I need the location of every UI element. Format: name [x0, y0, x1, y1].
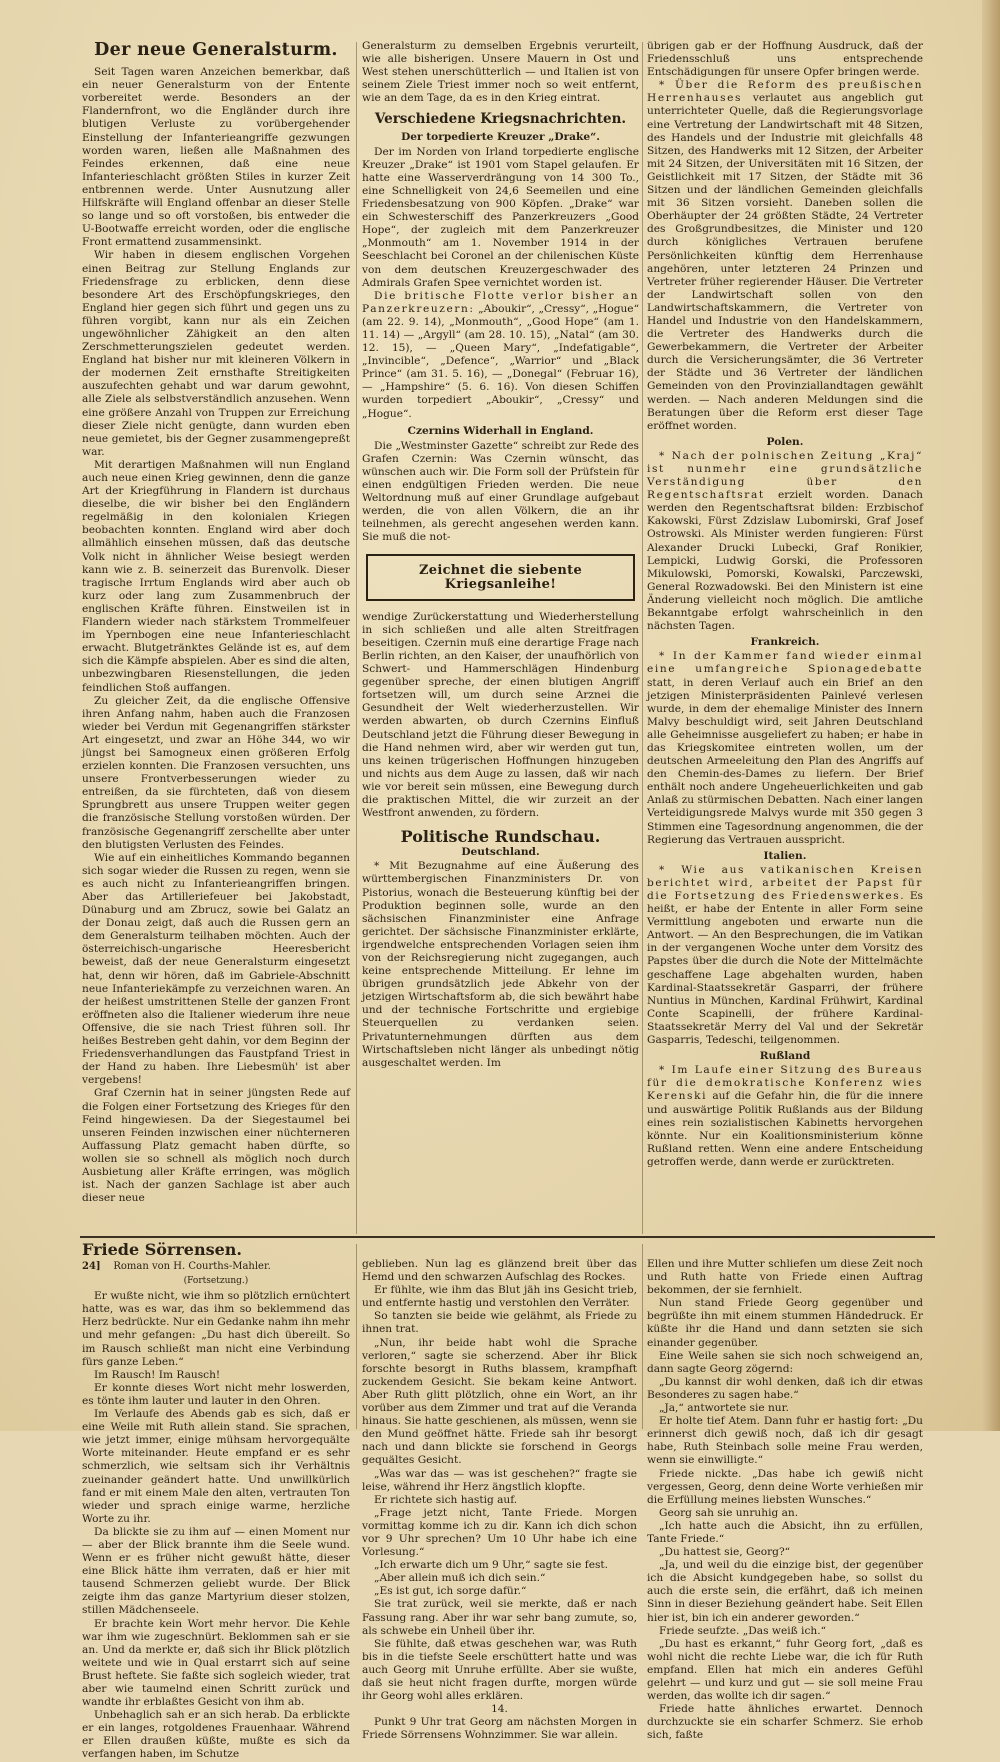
paragraph: „Ja, und weil du die einzige bist, der gegenüber ich die Absicht kundgegeben habe, so sollst du auch die erste sein, die erfährt, daß ich meinen Sinn in dieser Beziehung geändert habe. Seit Ellen hier ist, bin ich ein anderer geworden.“: [647, 1559, 923, 1624]
paragraph: * Wie aus vatikanischen Kreisen berichtet wird, arbeitet der Papst für die Fortsetzung des Friedenswerkes. Es heißt, er habe der Entente in aller Form seine Vermittlung angeboten und erwarte nun die Antwort. — An den Besprechungen, die im Vatikan in der vergangenen Woche unter dem Vorsitz des Papstes über die durch die Note der Mittelmächte geschaffene Lage abgehalten wurden, haben Kardinal-Staatssekretär Gasparri, der frühere Nuntius in München, Kardinal Frühwirt, Kardinal Conte Scapinelli, der frühere Kardinal-Staatssekretär Merry del Val und der Sekretär Gasparris, Tedeschi, teilgenommen.: [647, 863, 923, 1047]
paragraph: Friede nickte. „Das habe ich gewiß nicht vergessen, Georg, denn deine Worte verhießen mir die Erfüllung meines liebsten Wunsches.“: [647, 1467, 923, 1506]
country-heading-deutschland: Deutschland.: [461, 846, 540, 859]
paragraph: Wir haben in diesem englischen Vorgehen einen Beitrag zur Stellung Englands zur Friedensfrage zu erblicken, denn diese besondere Art des Erschöpfungskrieges, den England hier gegen sich führt und gegen uns zu führen vorgibt, kann nur als ein Zeichen ungewöhnlicher Zähigkeit an den alten Zerschmetterungszielen gedeutet werden. England hat bisher nur mit kleineren Völkern in der modernen Zeit ernsthafte Streitigkeiten auszufechten gehabt und war darum gewohnt, alle Ziele als selbstverständlich anzusehen. Wenn eine größere Anzahl von Truppen zur Erreichung dieser Ziele nicht genügte, dann wurden eben neue gemietet, bis der Gegner zusammengepreßt war.: [82, 249, 350, 458]
paragraph: Wie auf ein einheitliches Kommando begannen sich sogar wieder die Russen zu regen, wenn sie es auch nicht zu Infanterieangriffen bringen. Aber das Artilleriefeuer bei Jakobstadt, Dünaburg und am Zbrucz, sowie bei Galatz an der Donau zeigt, daß auch die Russen gern an dem Generalsturm teilhaben möchten. Auch der österreichisch-ungarische Heeresbericht beweist, daß der neue Generalsturm eingesetzt hat, denn wir hören, daß im Gabriele-Abschnitt neue Infanteriekämpfe zu verzeichnen waren. An der heißest umstrittenen Stelle der ganzen Front eröffneten also die Italiener wiederum ihre neue Offensive, die sie nach Triest führen soll. Ihr heißes Bestreben geht dahin, vor dem Beginn der Friedensverhandlungen das Faustpfand Triest in der Hand zu haben. Ihre Liebesmüh' ist aber vergebens!: [82, 851, 350, 1087]
feuilleton-byline: 24] Roman von H. Courths-Mahler.: [82, 1261, 271, 1272]
paragraph: Zu gleicher Zeit, da die englische Offensive ihren Anfang nahm, haben auch die Franzosen wieder bei Verdun mit Gegenangriffen stärkster Art eingesetzt, und zwar an Höhe 344, wo wir jüngst bei Samogneux einen größeren Erfolg erzielen konnten. Die Franzosen versuchten, uns unsere Frontverbesserungen wieder zu entreißen, da sie fürchteten, daß von diesem Sprungbrett aus unsere Truppen weiter gegen die französische Stellung vorstoßen würden. Der französische Gegenangriff zerschellte aber unter den blutigsten Verlusten des Feindes.: [82, 694, 350, 851]
page-edge: [982, 0, 1000, 1431]
paragraph: Generalsturm zu demselben Ergebnis verurteilt, wie alle bisherigen. Unsere Mauern in Ost und West stehen unerschütterlich — und Italien ist von seinem Ziele Triest immer noch so weit entfernt, wie an dem Tage, da es in den Krieg eintrat.: [362, 40, 639, 105]
column-rule: [642, 42, 643, 1234]
column-rule: [356, 1244, 357, 1429]
feuilleton-title: Friede Sörrensen.: [82, 1240, 242, 1259]
column-rule: [642, 1244, 643, 1429]
paragraph: Er konnte dieses Wort nicht mehr loswerden, es tönte ihm lauter und lauter in den Ohren.: [82, 1381, 350, 1407]
paragraph: Friede seufzte. „Das weiß ich.“: [659, 1624, 826, 1637]
paragraph: * Über die Reform des preußischen Herrenhauses verlautet aus angeblich gut unterrichteter Quelle, daß die Regierungsvorlage eine Vertretung der Landwirtschaft mit 48 Sitzen, des Handels und der Industrie mit gleichfalls 48 Sitzen, des Handwerks mit 12 Sitzen, der Arbeiter mit 24 Sitzen, der Universitäten mit 16 Sitzen, der Geistlichkeit mit 17 Sitzen, der Städte mit 36 Sitzen und der ländlichen Gemeinden gleichfalls mit 36 Sitzen vorsieht. Daneben sollen die Oberhäupter der 24 größten Städte, 24 Vertreter des Großgrundbesitzes, die Minister und 120 durch königliches Vertrauen berufene Persönlichkeiten künftig dem Herrenhause angehören, unter letzteren 24 Prinzen und Vertreter früher regierender Häuser. Die Vertreter der Landwirtschaft sollen von den Landwirtschaftskammern, die Vertreter von Handel und Industrie von den Handelskammern, die Vertreter des Handwerks durch die Gewerbekammern, die Vertreter der Arbeiter durch die Versicherungsämter, die 36 Vertreter der Städte und 36 Vertreter der ländlichen Gemeinden von den Provinziallandtagen gewählt werden. — Nach anderen Meldungen sind die Beratungen über die Reform erst dieser Tage eröffnet worden.: [647, 79, 923, 432]
paragraph: „Ich hatte auch die Absicht, ihn zu erfüllen, Tante Friede.“: [647, 1519, 923, 1545]
paragraph: übrigen gab er der Hoffnung Ausdruck, daß der Friedensschluß uns entsprechende Entschädigungen für unsere Opfer bringen werde.: [647, 40, 923, 79]
paragraph: Er holte tief Atem. Dann fuhr er hastig fort: „Du erinnerst dich gewiß noch, daß ich dir gesagt habe, Ruth Steinbach solle meine Frau werden, wenn sie einwilligte.“: [647, 1415, 923, 1467]
paragraph: Da blickte sie zu ihm auf — einen Moment nur — aber der Blick brannte ihm die Seele wund. Wenn er es früher nicht gewußt hätte, dieser eine Blick hätte ihm verraten, daß er hier mit tausend Schmerzen geliebt wurde. Der Blick zeigte ihm das ganze Martyrium dieser stolzen, stillen Mädchenseele.: [82, 1525, 350, 1617]
section-heading-kriegsnachrichten: Verschiedene Kriegsnachrichten.: [374, 111, 627, 128]
paragraph: Im Verlaufe des Abends gab es sich, daß er eine Weile mit Ruth allein stand. Sie sprachen, wie jetzt immer, einige mühsam hervorgequälte Worte miteinander. Heute empfand er es sehr schmerzlich, wie seltsam sich ihr Verhältnis zueinander geändert hatte. Und unwillkürlich fand er mit einem Male den alten, vertrauten Ton wieder und sprach einige warme, herzliche Worte zu ihr.: [82, 1408, 350, 1525]
paragraph: Der im Norden von Irland torpedierte englische Kreuzer „Drake“ ist 1901 vom Stapel gelaufen. Er hatte eine Wasserverdrängung von 14 300 To., eine Schnelligkeit von 24,6 Seemeilen und eine Friedensbesatzung von 900 Köpfen. „Drake“ war ein Schwesterschiff des Panzerkreuzers „Good Hope“, der zugleich mit dem Panzerkreuzer „Monmouth“ am 1. November 1914 in der Seeschlacht bei Coronel an der chilenischen Küste von dem deutschen Kreuzergeschwader des Admirals Grafen Spee vernichtet worden ist.: [362, 145, 639, 289]
country-heading-italien: Italien.: [763, 849, 807, 862]
paragraph: wendige Zurückerstattung und Wiederherstellung in sich schließen und alle alten Streitfragen beseitigen. Czernin muß eine derartige Frage nach Berlin richten, an den Kaiser, der unaufhörlich von Schwert- und Hammerschlägen Hindenburg gegenüber spreche, der einen blutigen Angriff fortsetzen will, um durch seine Arznei die Gesundheit der Welt wiederherzustellen. Wir werden abwarten, ob durch Czernins Einfluß Deutschland jetzt die Führung dieser Bewegung in die Hand nehmen wird, aber wir werden gut tun, uns keinen trügerischen Hoffnungen hinzugeben und nichts aus dem Auge zu lassen, daß wir nach wie vor bereit sein müssen, eine Bewegung durch die praktischen Mittel, die wir zurzeit an der Westfront anwenden, zu fördern.: [362, 610, 639, 820]
column-rule: [356, 42, 357, 1234]
paragraph: Seit Tagen waren Anzeichen bemerkbar, daß ein neuer Generalsturm von der Entente vorbereitet werde. Besonders an der Flandernfront, wo die Engländer durch ihre blutigen Verluste zu vorübergehender Einstellung der Infanterieangriffe gezwungen worden waren, ließen alle Maßnahmen des Feindes erkennen, daß eine neue Infanterieschlacht größten Stiles in kurzer Zeit entbrennen werde. Unter Ausnutzung aller Hilfskräfte will England offenbar an dieser Stelle so lange und so oft vorstoßen, bis entweder die U-Bootwaffe erreicht worden, oder die englische Front ermattend zusammensinkt.: [82, 66, 350, 249]
column-1: [82, 40, 350, 1235]
paragraph: * Mit Bezugnahme auf eine Äußerung des württembergischen Finanzministers Dr. von Pistorius, wonach die Besteuerung künftig bei der Produktion beginnen solle, wurde an den sächsischen Finanzminister eine Anfrage gerichtet. Der sächsische Finanzminister erklärte, irgendwelche entsprechenden Vorlagen seien ihm von der Reichsregierung nicht zugegangen, auch keine entsprechende Mitteilung. Er lehne im übrigen grundsätzlich jede Abkehr von der jetzigen Wirtschaftsform ab, die sich bewährt habe und der technische Fortschritte und ergiebige Steuerquellen zu verdanken seien. Privatunternehmungen dürften aus dem Wirtschaftsleben nicht länger als unbedingt nötig ausgeschaltet werden. Im: [362, 860, 639, 1069]
section-heading-rundschau: Politische Rundschau.: [400, 827, 601, 847]
feuilleton-rule: [80, 1236, 935, 1238]
column-3: [647, 40, 923, 1235]
paragraph: Er wußte nicht, wie ihm so plötzlich ernüchtert hatte, was es war, das ihm so beklemmend das Herz bedrückte. Nur ein Gedanke nahm ihn mehr und mehr gefangen: „Du hast dich übereilt. So im Rausch schließt man nicht eine Verbindung fürs ganze Leben.“: [82, 1290, 350, 1368]
feuilleton-column-1: [82, 1258, 350, 1761]
fortsetzung-label: (Fortsetzung.): [183, 1276, 249, 1287]
paragraph: Im Rausch! Im Rausch!: [94, 1368, 221, 1381]
paragraph: Sie fühlte, daß etwas geschehen war, was Ruth bis in die tiefste Seele erschüttert hatte und was auch Georg mit Unruhe erfüllte. Aber sie wußte, daß sie heut nicht fragen durfte, morgen würde ihr Georg wohl alles erklären.: [362, 1637, 637, 1703]
paragraph: „Ja,“ antwortete sie nur.: [659, 1402, 789, 1415]
chapter-number: 14.: [491, 1703, 508, 1716]
paragraph: „Du hast es erkannt,“ fuhr Georg fort, „daß es wohl nicht die rechte Liebe war, die ich für Ruth empfand. Ellen hat mich ein anderes Gefühl gelehrt — und kurz und gut — sie soll meine Frau werden, das wollte ich dir sagen.“: [647, 1637, 923, 1703]
paragraph: „Ich erwarte dich um 9 Uhr,“ sagte sie fest.: [374, 1559, 609, 1572]
spaced-lead: Die britische Flotte verlor bisher an Panzerkreuzern:: [362, 289, 639, 315]
paragraph: Ellen und ihre Mutter schliefen um diese Zeit noch und Ruth hatte von Friede einen Auftrag bekommen, der sie fernhielt.: [647, 1258, 923, 1297]
paragraph: Er brachte kein Wort mehr hervor. Die Kehle war ihm wie zugeschnürt. Beklommen sah er sie an. Und da merkte er, daß sich ihr Blick plötzlich weitete und wie in Qual erstarrt sich auf seine Brust heftete. Sie faßte sich sogleich wieder, trat aber wie taumelnd einen Schritt zurück und wandte ihr erblaßtes Gesicht von ihm ab.: [82, 1617, 350, 1709]
column-2: [362, 40, 639, 1235]
paragraph: „Was war das — was ist geschehen?“ fragte sie leise, während ihr Herz ängstlich klopfte.: [362, 1467, 637, 1493]
paragraph: Er fühlte, wie ihm das Blut jäh ins Gesicht trieb, und entfernte hastig und verstohlen den Verräter.: [362, 1284, 637, 1310]
paragraph: „Frage jetzt nicht, Tante Friede. Morgen vormittag komme ich zu dir. Kann ich dich schon vor 9 Uhr sprechen? Um 10 Uhr habe ich eine Vorlesung.“: [362, 1506, 637, 1559]
paragraph: „Aber allein muß ich dich sein.“: [374, 1572, 546, 1585]
country-heading-russland: Rußland: [759, 1050, 811, 1063]
paragraph: Unbehaglich sah er an sich herab. Da erblickte er ein langes, rotgoldenes Frauenhaar. Während er Ellen draußen küßte, mußte es sich da verfangen haben, im Schutze: [82, 1709, 350, 1761]
paragraph: Nun stand Friede Georg gegenüber und begrüßte ihn mit einem stummen Händedruck. Er küßte ihr die Hand und dann setzten sie sich einander gegenüber.: [647, 1297, 923, 1349]
paragraph: Sie trat zurück, weil sie merkte, daß er nach Fassung rang. Aber ihr war sehr bang zumute, so, als schwebe ein Unheil über ihr.: [362, 1598, 637, 1637]
paragraph: „Du kannst dir wohl denken, daß ich dir etwas Besonderes zu sagen habe.“: [647, 1375, 923, 1401]
paragraph: Mit derartigen Maßnahmen will nun England auch neue einen Krieg gewinnen, denn die ganze Art der Kriegführung in Flandern ist durchaus dieselbe, die wir bisher bei den Engländern regelmäßig in den kolonialen Kriegen beobachten konnten. England wird aber doch allmählich einsehen müssen, daß das deutsche Volk nicht in ähnlicher Weise besiegt werden kann wie z. B. seinerzeit das Burenvolk. Dieser tragische Irrtum Englands wird aber auch ob kurz oder lang zum Zusammenbruch der englischen Kräfte führen. Einstweilen ist in Flandern wieder nach stärkstem Trommelfeuer im Ypernbogen eine neue Infanterieschlacht erwacht. Blutgetränktes Gelände ist es, auf dem sich die Kämpfe abspielen. Aber es sind die alten, unbezwingbaren Riesenstellungen, die jeden feindlichen Stoß auffangen.: [82, 458, 350, 694]
paragraph: „Es ist gut, ich sorge dafür.“: [374, 1585, 527, 1598]
subheading-czernin: Czernins Widerhall in England.: [407, 424, 594, 437]
paragraph: „Du hattest sie, Georg?“: [659, 1546, 791, 1559]
country-heading-polen: Polen.: [766, 435, 804, 448]
paragraph: Die „Westminster Gazette“ schreibt zur Rede des Grafen Czernin: Was Czernin wünscht, das wünschen auch wir. Die Form soll der Prüfstein für einen endgültigen Frieden werden. Die neue Weltordnung muß auf einer Grundlage aufgebaut werden, die von allen Völkern, die an ihr teilnehmen, als gerecht angesehen werden kann. Sie muß die not-: [362, 439, 639, 544]
war-loan-advert-box: Zeichnet die siebente Kriegsanleihe!: [366, 554, 635, 600]
paragraph: geblieben. Nun lag es glänzend breit über das Hemd und den schwarzen Aufschlag des Rockes.: [362, 1258, 637, 1284]
paragraph: Georg sah sie unruhig an.: [659, 1506, 799, 1519]
article-title-generalsturm: Der neue Generalsturm.: [94, 40, 338, 60]
paragraph: Graf Czernin hat in seiner jüngsten Rede auf die Folgen einer Fortsetzung des Krieges für den Feind hingewiesen. Da der Siegestaumel bei unseren Feinden inzwischen einer nüchterneren Auffassung Platz gemacht haben dürfte, so wollen sie so schnell als möglich noch durch Ausbietung aller Kräfte erringen, was möglich ist. Nach der ganzen Sachlage ist aber auch dieser neue: [82, 1087, 350, 1205]
feuilleton-column-3: [647, 1258, 923, 1742]
paragraph: Er richtete sich hastig auf.: [374, 1493, 518, 1506]
paragraph: „Nun, ihr beide habt wohl die Sprache verloren,“ sagte sie scherzend. Aber ihr Blick forschte besorgt in Ruths blassem, krampfhaft zuckendem Gesicht. Sie bekam keine Antwort. Aber Ruth glitt plötzlich, ohne ein Wort, an ihr vorüber aus dem Zimmer und trat auf die Veranda hinaus. Sie hatte geschienen, als müssen, wenn sie den Mund geöffnet hätte. Friede sah ihr besorgt nach und dann blickte sie forschend in Georgs gequältes Gesicht.: [362, 1336, 637, 1467]
paragraph: Friede hatte ähnliches erwartet. Dennoch durchzuckte sie ein scharfer Schmerz. Sie erhob sich, faßte: [647, 1703, 923, 1742]
paragraph: So tanzten sie beide wie gelähmt, als Friede zu ihnen trat.: [362, 1310, 637, 1336]
feuilleton-column-2: [362, 1258, 637, 1742]
subheading-drake: Der torpedierte Kreuzer „Drake“.: [401, 130, 600, 143]
paragraph: * Im Laufe einer Sitzung des Bureaus für die demokratische Konferenz wies Kerenski auf die Gefahr hin, die für die innere und auswärtige Politik Rußlands aus der Bildung eines rein sozialistischen Kabinetts hervorgehen könnte. Nur ein Koalitionsministerium könne Rußland retten. Wenn eine andere Entscheidung getroffen werde, dann werde er zurücktreten.: [647, 1064, 923, 1168]
country-heading-frankreich: Frankreich.: [750, 636, 820, 649]
paragraph: Eine Weile sahen sie sich noch schweigend an, dann sagte Georg zögernd:: [647, 1349, 923, 1375]
paragraph: Die britische Flotte verlor bisher an Panzerkreuzern: „Aboukir“, „Cressy“, „Hogue“ (am 22. 9. 14), „Monmouth“, „Good Hope“ (am 1. 11. 14) — „Argyll“ (am 28. 10. 15), „Natal“ (am 30. 12. 15), — „Queen Mary“, „Indefatigable“, „Invincible“, „Defence“, „Warrior“ und „Black Prince“ (am 31. 5. 16), — „Donegal“ (Februar 16), — „Hampshire“ (5. 6. 16). Von diesen Schiffen wurden torpediert „Aboukir“, „Cressy“ und „Hogue“.: [362, 289, 639, 420]
paragraph: * In der Kammer fand wieder einmal eine umfangreiche Spionagedebatte statt, in deren Verlauf auch ein Brief an den jetzigen Ministerpräsidenten Painlevé verlesen wurde, in dem der ehemalige Minister des Innern Malvy beschuldigt wird, seit Jahren Deutschland alle Geheimnisse ausgeliefert zu haben; er habe in das Kriegskomitee eintreten wollen, um der deutschen Armeeleitung den Plan des Angriffs auf den Chemin-des-Dames zu liefern. Der Brief enthält noch andere Ungeheuerlichkeiten und gab Anlaß zu stürmischen Debatten. Nach einer langen Verteidigungsrede Malvys wurde mit 350 gegen 3 Stimmen eine Tagesordnung angenommen, die der Regierung das Vertrauen ausspricht.: [647, 650, 923, 846]
paragraph: * Nach der polnischen Zeitung „Kraj“ ist nunmehr eine grundsätzliche Verständigung über den Regentschaftsrat erzielt worden. Danach werden den Regentschaftsrat bilden: Erzbischof Kakowski, Fürst Zdzislaw Lubomirski, Graf Josef Ostrowski. Als Minister werden fungieren: Fürst Alexander Drucki Lubecki, Graf Ronikier, Lempicki, Ludwig Gorski, die Professoren Mikulowski, Pomorski, Kowalski, Parczewski, General Rozwadowski. Bei den Ministern ist eine Änderung vielleicht noch möglich. Die amtliche Bekanntgabe erfolgt wahrscheinlich in den nächsten Tagen.: [647, 449, 923, 633]
paragraph: Punkt 9 Uhr trat Georg am nächsten Morgen in Friede Sörrensens Wohnzimmer. Sie war allein.: [362, 1716, 637, 1742]
